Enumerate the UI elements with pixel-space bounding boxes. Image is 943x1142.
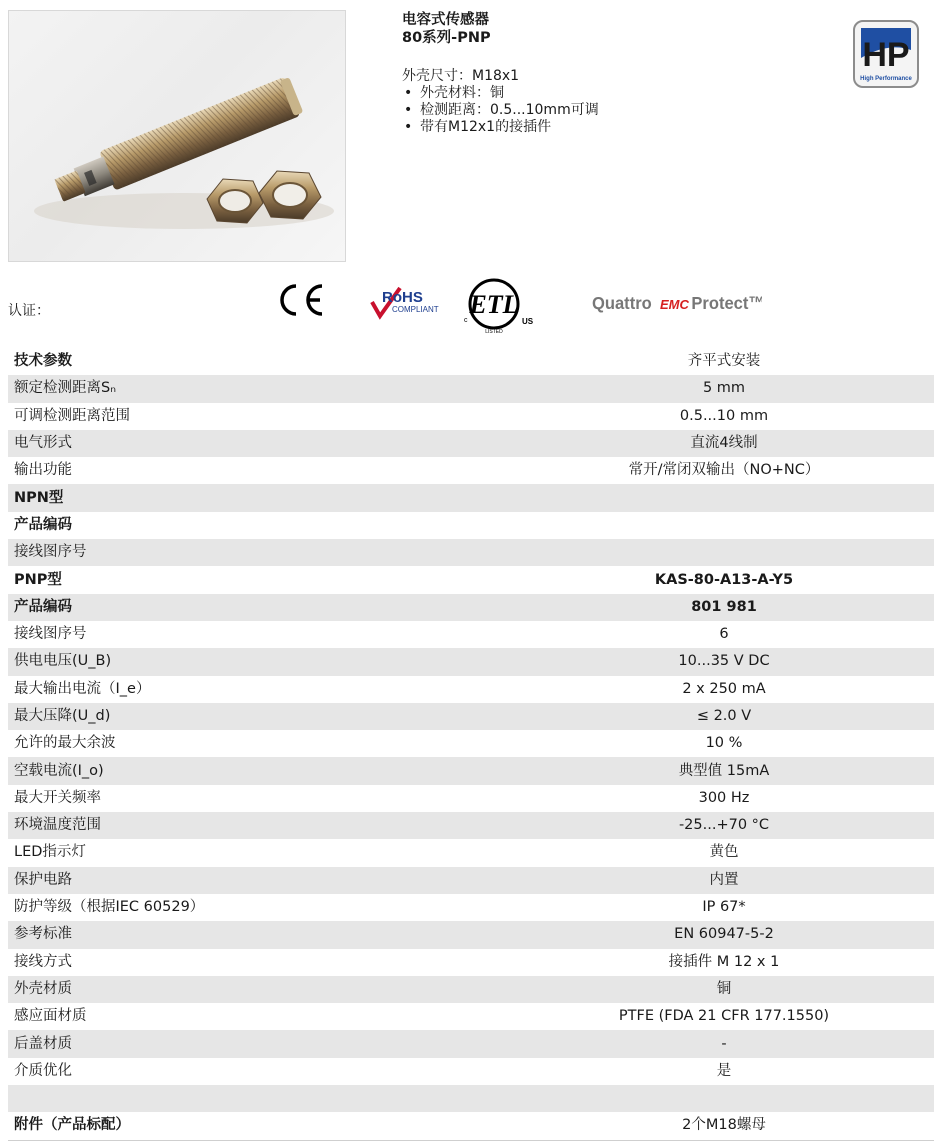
spec-value: 6	[719, 626, 729, 643]
quattro-emc-protect-logo	[592, 287, 762, 323]
spec-label: 供电电压(U_B)	[8, 648, 474, 675]
spec-value: 10 %	[705, 735, 743, 752]
spec-value: 铜	[474, 976, 934, 1003]
spec-value: 接插件 M 12 x 1	[668, 953, 780, 970]
spec-row	[8, 430, 934, 457]
svg-text:LISTED: LISTED	[485, 329, 503, 335]
spec-value	[474, 539, 934, 566]
spec-label: 接线图序号	[8, 539, 474, 566]
spec-value: 2个M18螺母	[474, 1112, 934, 1140]
spec-row	[8, 566, 934, 593]
svg-text:ETL: ETL	[469, 290, 519, 319]
spec-value: -	[474, 1030, 934, 1057]
spec-value: 齐平式安装	[687, 353, 761, 370]
spec-label: 接线图序号	[14, 626, 87, 643]
spec-label: 额定检测距离Sₙ	[8, 375, 474, 402]
spec-value	[474, 512, 934, 539]
spec-value: EN 60947-5-2	[474, 921, 934, 948]
svg-text:Quattro: Quattro	[592, 292, 652, 314]
spec-label: PNP型	[14, 571, 62, 588]
spec-row	[8, 730, 934, 757]
spec-label: 允许的最大余波	[14, 735, 116, 752]
spec-value: 内置	[474, 867, 934, 894]
spec-value: 801 981	[474, 594, 934, 621]
spec-row	[8, 375, 934, 402]
spec-value: 10...35 V DC	[474, 648, 934, 675]
spec-label: 最大压降(U_d)	[8, 703, 474, 730]
spec-value: ≤ 2.0 V	[474, 703, 934, 730]
feature-list	[402, 85, 599, 136]
spec-row	[8, 921, 934, 948]
spec-row	[8, 594, 934, 621]
spec-value	[474, 484, 934, 511]
etl-listed-icon	[460, 278, 542, 340]
feature-item: • 检测距离：0.5...10mm可调	[402, 102, 599, 119]
spec-label: 接线方式	[14, 953, 72, 970]
spec-row	[8, 867, 934, 894]
ce-mark-icon	[276, 282, 328, 322]
spec-value: 典型值 15mA	[474, 757, 934, 784]
spec-row	[8, 949, 934, 976]
spec-row	[8, 812, 934, 839]
spec-row	[8, 1112, 934, 1140]
spec-label: 外壳材质	[8, 976, 474, 1003]
spec-value: 5 mm	[474, 375, 934, 402]
spec-row	[8, 348, 934, 375]
spec-label: 技术参数	[14, 353, 72, 370]
svg-text:EMC: EMC	[660, 297, 689, 312]
spec-row	[8, 676, 934, 703]
spec-row	[8, 457, 934, 484]
spec-row	[8, 403, 934, 430]
spec-row	[8, 757, 934, 784]
spec-label: 空载电流(I_o)	[8, 757, 474, 784]
svg-text:Protect™: Protect™	[691, 292, 762, 314]
spec-row	[8, 839, 934, 866]
spec-row	[8, 512, 934, 539]
spec-label: 环境温度范围	[8, 812, 474, 839]
spec-label: 电气形式	[8, 430, 474, 457]
spec-label: 可调检测距离范围	[14, 407, 130, 424]
spec-label: LED指示灯	[14, 844, 86, 861]
feature-item: • 外壳材料：铜	[402, 85, 599, 102]
spec-label: 产品编码	[14, 516, 72, 533]
spec-table	[8, 348, 934, 1141]
spec-value: IP 67*	[702, 899, 746, 916]
housing-size: 外壳尺寸：M18x1	[402, 68, 520, 84]
spec-value	[474, 1085, 934, 1112]
hp-logo-text: HP	[862, 36, 910, 74]
spec-row	[8, 484, 934, 511]
spec-row	[8, 894, 934, 921]
product-header	[402, 11, 599, 136]
svg-text:RoHS: RoHS	[382, 289, 423, 306]
spec-value: 300 Hz	[698, 789, 750, 806]
spec-row	[8, 976, 934, 1003]
spec-value: -25...+70 °C	[474, 812, 934, 839]
spec-label: 最大开关频率	[14, 789, 101, 806]
rohs-compliant-icon	[370, 284, 450, 328]
spec-label: 最大输出电流（I_e）	[14, 680, 151, 697]
spec-label: 输出功能	[14, 462, 72, 479]
spec-label: 防护等级（根据IEC 60529）	[14, 899, 205, 916]
spec-row	[8, 648, 934, 675]
spec-row	[8, 1030, 934, 1057]
hp-logo	[853, 20, 919, 88]
product-photo	[8, 10, 346, 262]
spec-label: 产品编码	[8, 594, 474, 621]
spec-label: 参考标准	[8, 921, 474, 948]
spec-value: PTFE (FDA 21 CFR 177.1550)	[618, 1008, 830, 1025]
spec-row	[8, 621, 934, 648]
product-title: 电容式传感器	[402, 12, 489, 28]
svg-text:US: US	[522, 317, 534, 326]
spec-label: 后盖材质	[8, 1030, 474, 1057]
spec-row	[8, 703, 934, 730]
spec-label: 附件（产品标配）	[8, 1112, 474, 1140]
spec-value: KAS-80-A13-A-Y5	[654, 571, 794, 588]
spec-value: 常开/常闭双输出（NO+NC）	[628, 462, 820, 479]
spec-value: 0.5...10 mm	[679, 407, 769, 424]
product-series: 80系列-PNP	[402, 30, 491, 46]
spec-row	[8, 785, 934, 812]
svg-text:COMPLIANT: COMPLIANT	[392, 305, 439, 314]
feature-item: • 带有M12x1的接插件	[402, 119, 599, 136]
spec-label	[8, 1085, 474, 1112]
cert-label: 认证：	[8, 303, 50, 319]
spec-row	[8, 1058, 934, 1085]
spec-value: 2 x 250 mA	[682, 680, 766, 697]
svg-text:c: c	[464, 317, 468, 324]
sensor-image	[9, 11, 346, 262]
spec-label: 介质优化	[14, 1062, 72, 1079]
spec-row	[8, 539, 934, 566]
spec-label: 保护电路	[8, 867, 474, 894]
spec-label: 感应面材质	[14, 1008, 87, 1025]
spec-value: 直流4线制	[474, 430, 934, 457]
spec-row	[8, 1085, 934, 1112]
spec-value: 黄色	[709, 844, 739, 861]
spec-row	[8, 1003, 934, 1030]
hp-logo-subtext: High Performance	[860, 76, 912, 82]
spec-value: 是	[716, 1062, 732, 1079]
spec-label: NPN型	[8, 484, 474, 511]
